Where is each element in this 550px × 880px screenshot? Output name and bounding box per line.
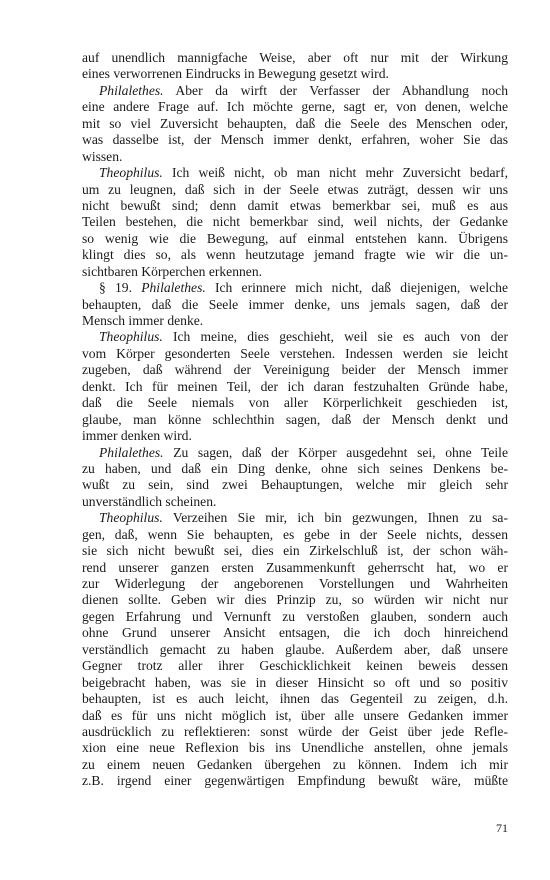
text-line: denkt. Ich für meinen Teil, der ich daran festzuhalten Gründe habe, [82,378,508,394]
paragraph [82,280,508,329]
text-line: behaupten, ist es auch leicht, ihnen das Gegenteil zu zeigen, d.h. [82,691,508,707]
page-body [82,50,508,790]
text-line [82,280,508,296]
text-line: so wenig wie die Bewegung, auf einmal entstehen kann. Übrigens [82,230,508,246]
text-line [82,445,508,461]
text-line [82,329,508,345]
text-line: was dasselbe ist, der Mensch immer denkt, erfahren, woher Sie das [82,132,508,148]
text-line: glaube, man könne schlechthin sagen, daß der Mensch denkt und [82,411,508,427]
text-line: um zu leugnen, daß sich in der Seele etwas zuträgt, dessen wir uns [82,181,508,197]
speaker-name: Theophilus. [99,165,163,181]
line-text: Aber da wirft der Verfasser der Abhandlung noch [163,82,508,98]
text-line: mit so viel Zuversicht behaupten, daß die Seele des Menschen oder, [82,115,508,131]
text-line: sichtbaren Körperchen erkennen. [82,263,263,279]
text-line: eine andere Frage auf. Ich möchte gerne, sagt er, von denen, welche [82,99,508,115]
line-text: Ich weiß nicht, ob man nicht mehr Zuversicht bedarf, [162,165,508,181]
text-line: ohne Grund unserer Ansicht entsagen, die ich doch hinreichend [82,625,508,641]
text-line: wissen. [82,148,123,164]
text-line: zu einem neuen Gedanken übergehen zu können. Indem ich mir [82,756,508,772]
text-line: sie sich nicht bewußt sei, dies ein Zirkelschluß ist, der schon wäh- [82,543,508,559]
text-line [82,510,508,526]
text-line: xion eine neue Reflexion bis ins Unendliche anstellen, ohne jemals [82,740,508,756]
text-line: daß die Seele niemals von aller Körperlichkeit geschieden ist, [82,395,508,411]
text-line: daß es für uns nicht möglich ist, über alle unsere Gedanken immer [82,707,508,723]
text-line: z.B. irgend einer gegenwärtigen Empfindung bewußt wäre, müßte [82,773,508,789]
text-line: zur Widerlegung der angeborenen Vorstellungen und Wahrheiten [82,576,508,591]
speaker-name: Theophilus. [99,329,163,345]
text-line: auf unendlich mannigfache Weise, aber oft nur mit der Wirkung [82,50,508,65]
line-text: Ich erinnere mich nicht, daß diejenigen, welche [205,280,508,296]
text-line: vom Körper gesonderten Seele verstehen. Indessen werden sie leicht [82,345,508,361]
text-line: Mensch immer denke. [82,313,204,328]
text-line: beigebracht haben, was sie in dieser Hinsicht so oft und so positiv [82,674,508,690]
speaker-name: Philalethes. [99,82,164,98]
text-line: rend unserer ganzen ersten Zusammenkunft geherrscht hat, wo er [82,559,508,575]
line-text: Ich meine, dies geschieht, weil sie es auch von der [162,329,508,345]
text-line: klingt dies so, als wenn heutzutage jemand fragte wie wir die un- [82,247,508,263]
text-line: unverständlich scheinen. [82,493,217,509]
text-line [82,83,508,99]
paragraph [82,83,508,165]
line-text: Verzeihen Sie mir, ich bin gezwungen, Ihnen zu sa- [162,510,508,526]
paragraph [82,510,508,789]
text-line: Teilen bestehen, die nicht bemerkbar sind, weil nichts, der Gedanke [82,214,508,230]
paragraph [82,329,508,444]
text-line: ausdrücklich zu reflektieren: sonst würde der Geist über jede Refle- [82,723,508,739]
paragraph [82,445,508,511]
text-line: behaupten, daß die Seele immer denke, uns jemals sagen, daß der [82,296,508,312]
text-line: eines verworrenen Eindrucks in Bewegung gesetzt wird. [82,66,389,82]
speaker-name: Philalethes. [141,280,206,296]
speaker-name: Theophilus. [99,510,163,526]
line-text: Zu sagen, daß der Körper ausgedehnt sei, ohne Teile [163,444,508,460]
text-line: nicht bewußt sind; denn damit etwas bemerkbar sei, muß es aus [82,197,508,213]
section-marker: § 19. [99,280,142,296]
paragraph [82,50,508,83]
text-line: dienen sollte. Geben wir dies Prinzip zu, so würden wir nicht nur [82,592,508,608]
text-line: gegen Erfahrung und Vernunft zu verstoßen glauben, sondern auch [82,608,508,624]
text-line: zugeben, daß während der Vereinigung beider der Mensch immer [82,362,508,378]
text-line: immer denken wird. [82,428,192,444]
speaker-name: Philalethes. [99,444,164,460]
page-number: 71 [496,821,508,835]
text-line: gen, daß, wenn Sie behaupten, es gebe in der Seele nichts, dessen [82,526,508,542]
paragraph [82,165,508,280]
text-line: wußt zu sein, sind zwei Behauptungen, welche mir gleich sehr [82,477,508,493]
text-line: Gegner trotz aller ihrer Geschicklichkeit keinen beweis dessen [82,658,508,674]
text-line: zu haben, und daß ein Ding denke, ohne sich seines Denkens be- [82,460,508,476]
text-line [82,165,508,181]
text-line: verständlich gemacht zu haben glaube. Außerdem aber, daß unsere [82,641,508,657]
